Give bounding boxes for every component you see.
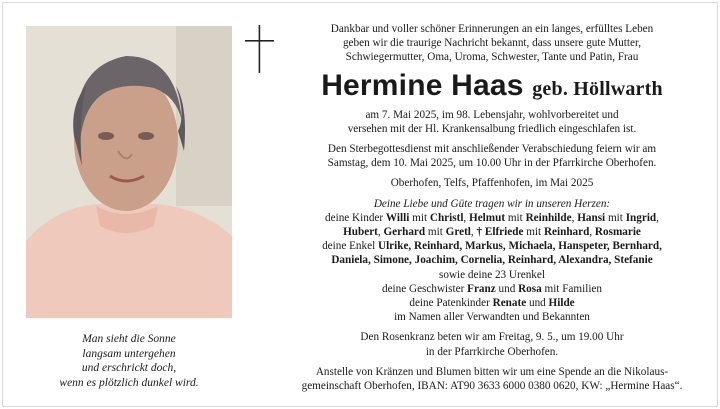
siblings-intro: deine Geschwister [381, 282, 465, 295]
child-name: Gretl [445, 226, 471, 239]
children-names [343, 226, 641, 238]
child-name: Helmut [469, 211, 506, 224]
deceased-name-heading [276, 69, 708, 106]
children-line [276, 211, 708, 225]
intro-line: Dankbar und voller schöner Erinnerungen an ein langes, erfülltes Leben [330, 23, 654, 35]
child-name: Hansi [577, 211, 606, 224]
cross-icon [245, 25, 275, 78]
sibling-name: Rosa [518, 282, 542, 295]
name-connector: mit [605, 211, 626, 224]
rosary-line: Den Rosenkranz beten wir am Freitag, 9. 5., um 19.00 Uhr [360, 331, 624, 344]
place-date: Oberhofen, Telfs, Pfaffenhofen, im Mai 2025 [390, 177, 594, 190]
deceased-name: Hermine Haas [321, 68, 524, 102]
memory-line: Deine Liebe und Güte tragen wir in unseren Herzen: [373, 197, 611, 210]
godchildren-line [276, 296, 708, 310]
child-name: † Elfriede [476, 226, 524, 239]
poem [26, 332, 232, 390]
godchild-name: Hilde [548, 297, 575, 310]
siblings-outro: mit Familien [544, 282, 602, 295]
poem-line: und erschrickt doch, [81, 362, 177, 374]
godchild-name: Renate [492, 297, 527, 310]
child-name: Ingrid [625, 211, 657, 224]
grandchildren-line [276, 239, 708, 253]
name-connector: mit [425, 226, 446, 239]
funeral-line: Den Sterbegottesdienst mit anschließender Verabschiedung feiern wir am [327, 143, 657, 156]
child-name: Christl [429, 211, 464, 224]
grandchildren-intro: deine Enkel [322, 240, 376, 253]
poem-line: wenn es plötzlich dunkel wird. [59, 376, 199, 389]
name-connector: mit [505, 211, 526, 224]
name-connector: , [463, 211, 470, 224]
child-name: Reinhilde [525, 211, 572, 224]
name-connector: , [470, 226, 477, 239]
siblings-line [276, 282, 708, 296]
rosary-line: in der Pfarrkirche Oberhofen. [425, 345, 559, 358]
maiden-name: geb. Höllwarth [532, 77, 663, 100]
name-connector: mit [523, 226, 544, 239]
siblings-und: und [498, 282, 516, 295]
donation-line: Anstelle von Kränzen und Blumen bitten wir um eine Spende an die Nikolaus- [315, 365, 669, 378]
children-line [276, 225, 708, 239]
sibling-name: Franz [467, 282, 496, 295]
name-connector: , [589, 226, 595, 239]
child-name: Willi [385, 211, 410, 224]
godchildren-intro: deine Patenkinder [409, 297, 490, 310]
name-connector: , [377, 226, 384, 239]
intro-line: geben wir die traurige Nachricht bekannt, dass unsere gute Mutter, [342, 37, 642, 50]
death-line: am 7. Mai 2025, im 98. Lebensjahr, wohlvorbereitet und [365, 108, 619, 121]
great-grandchildren: sowie deine 23 Urenkel [439, 268, 545, 281]
name-connector: , [656, 211, 659, 224]
notice-text [276, 22, 708, 393]
portrait-photo [26, 26, 232, 318]
name-connector: mit [409, 211, 430, 224]
name-connector: , [571, 211, 578, 224]
intro-line: Schwiegermutter, Oma, Uroma, Schwester, Tante und Patin, Frau [345, 51, 639, 64]
death-line: versehen mit der Hl. Krankensalbung friedlich eingeschlafen ist. [347, 122, 637, 135]
poem-line: Man sieht die Sonne [82, 333, 176, 345]
grandchildren-names: Ulrike, Reinhard, Markus, Michaela, Hanspeter, Bernhard, [377, 240, 662, 253]
poem-line: langsam untergehen [82, 347, 176, 360]
donation-line: gemeinschaft Oberhofen, IBAN: AT90 3633 6000 0380 0620, KW: „Hermine Haas“. [301, 380, 683, 393]
child-name: Rosmarie [594, 226, 641, 239]
godchildren-und: und [528, 297, 546, 310]
child-name: Hubert [343, 226, 378, 239]
children-intro: deine Kinder [325, 211, 384, 224]
children-names [386, 212, 659, 224]
child-name: Reinhard [543, 226, 590, 239]
funeral-line: Samstag, dem 10. Mai 2025, um 10.00 Uhr in der Pfarrkirche Oberhofen. [327, 157, 657, 170]
relatives-line: im Namen aller Verwandten und Bekannten [394, 311, 590, 324]
grandchildren-names: Daniela, Simone, Joachim, Cornelia, Reinhard, Alexandra, Stefanie [331, 254, 653, 267]
child-name: Gerhard [383, 226, 426, 239]
